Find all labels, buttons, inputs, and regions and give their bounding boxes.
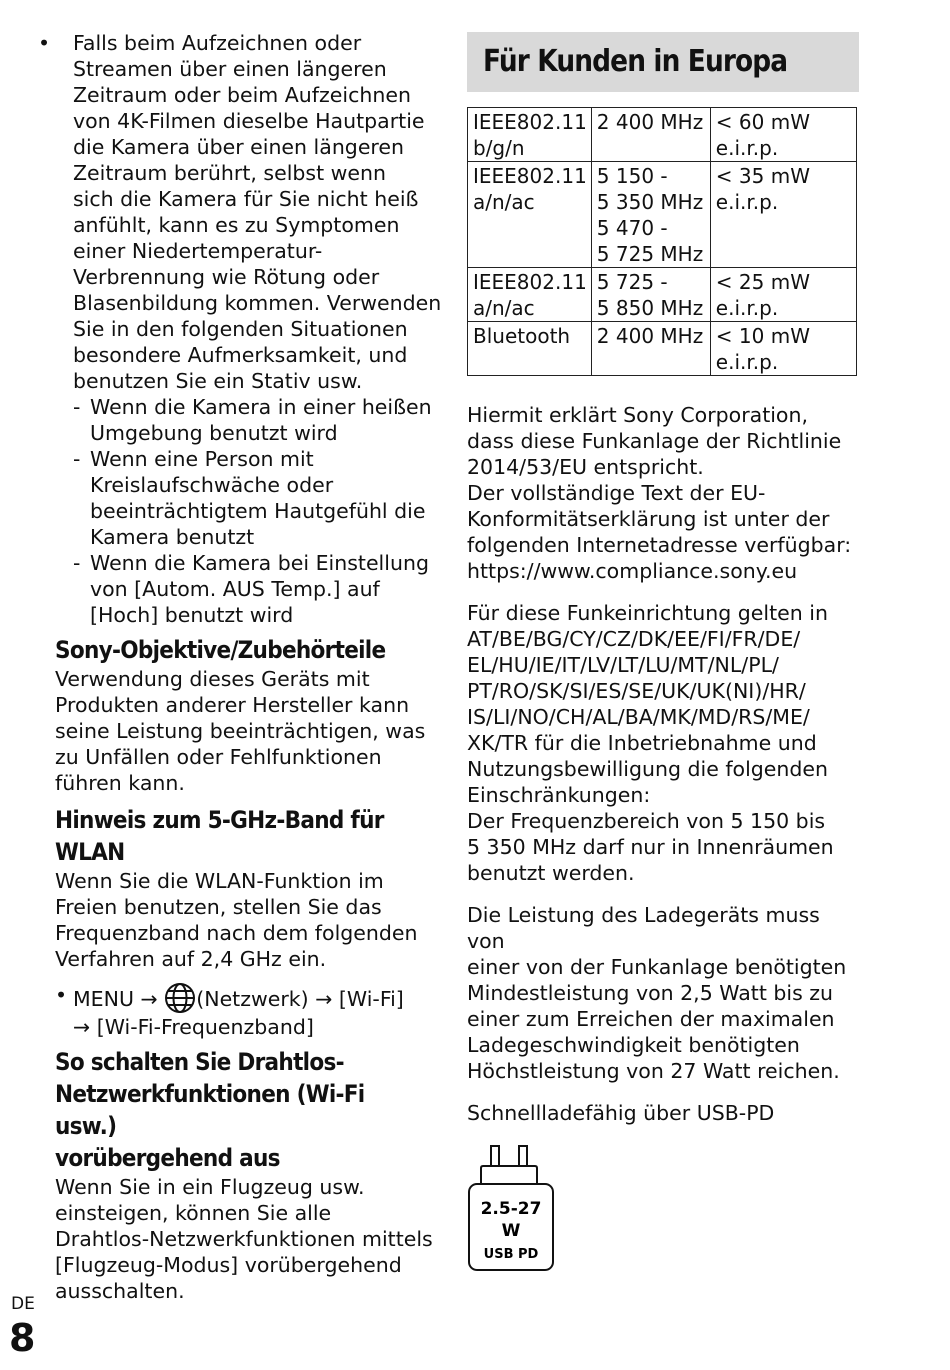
bullet-line: von 4K-Filmen dieselbe Hautpartie	[73, 109, 425, 133]
arrow-icon: →	[315, 987, 333, 1011]
arrow-icon: →	[140, 987, 158, 1011]
bullet-line: anfühlt, kann es zu Symptomen	[73, 213, 400, 237]
bullet-line: Zeitraum berührt, selbst wenn	[73, 161, 386, 185]
bullet-low-temp-burn	[38, 30, 443, 394]
heading-5ghz-wlan: Hinweis zum 5-GHz-Band für WLAN	[55, 806, 384, 866]
frequency-cell: 5 725 - 5 850 MHz	[591, 268, 710, 322]
menu-label: MENU	[73, 987, 134, 1011]
bullet-line: Zeitraum oder beim Aufzeichnen	[73, 83, 411, 107]
situation-list	[38, 394, 443, 628]
network-globe-icon	[164, 982, 196, 1014]
usb-pd-text: Schnellladefähig über USB-PD	[467, 1101, 775, 1125]
wifi-band-label: [Wi-Fi-Frequenzband]	[96, 1015, 314, 1039]
bullet-line: benutzen Sie ein Stativ usw.	[73, 369, 363, 393]
heading-sony-lenses: Sony-Objektive/Zubehörteile	[55, 636, 386, 664]
bullet-first-line: Falls beim Aufzeichnen oder	[73, 31, 362, 55]
power-cell: < 35 mW e.i.r.p.	[710, 162, 856, 268]
situation-item: - Wenn die Kamera bei Einstellung von [Autom. AUS Temp.] auf [Hoch] benutzt wird	[73, 551, 429, 627]
table-row	[468, 108, 857, 162]
wlan-text: Wenn Sie die WLAN-Funktion im Freien benutzen, stellen Sie das Frequenzband nach dem folgenden Verfahren auf 2,4 GHz ein.	[55, 869, 418, 971]
table-row	[468, 162, 857, 268]
standard-cell: Bluetooth	[468, 322, 592, 376]
heading-wireless-off: So schalten Sie Drahtlos- Netzwerkfunktionen (Wi-Fi usw.) vorübergehend aus	[55, 1048, 365, 1172]
charger-icon	[467, 1144, 557, 1279]
language-code: DE	[11, 1294, 35, 1314]
power-cell: < 10 mW e.i.r.p.	[710, 322, 856, 376]
charger-power-range: 2.5-27	[480, 1199, 542, 1219]
compliance-url: https://www.compliance.sony.eu	[467, 559, 798, 583]
country-restrictions: Für diese Funkeinrichtung gelten in AT/BE/BG/CY/CZ/DK/EE/FI/FR/DE/ EL/HU/IE/IT/LV/LT/LU/MT/NL/PL/ PT/RO/SK/SI/ES/SE/UK/UK(NI)/HR/ IS/LI/NO/CH/AL/BA/MK/MD/RS/ME/ XK/TR für die Inbetriebnahme und Nutzungsbewilligung die folgenden Einschränkungen: Der Frequenzbereich von 5 150 bis 5 350 MHz darf nur in Innenräumen benutzt werden.	[467, 601, 834, 885]
bullet-line: Streamen über einen längeren	[73, 57, 387, 81]
charger-power-text: Die Leistung des Ladegeräts muss von einer von der Funkanlage benötigten Mindestleistung von 2,5 Watt bis zu einer zum Erreichen der maximalen Ladegeschwindigkeit benötigten Höchstleistung von 27 Watt reichen.	[467, 903, 847, 1083]
standard-cell: IEEE802.11 a/n/ac	[468, 268, 592, 322]
bullet-line: sich die Kamera für Sie nicht heiß	[73, 187, 419, 211]
charger-label: USB PD	[483, 1247, 539, 1262]
table-row	[468, 322, 857, 376]
standard-cell: IEEE802.11 b/g/n	[468, 108, 592, 162]
wireless-off-text: Wenn Sie in ein Flugzeug usw. einsteigen, können Sie alle Drahtlos-Netzwerkfunktionen mittels [Flugzeug-Modus] vorübergehend ausschalten.	[55, 1175, 433, 1303]
wifi-label: [Wi-Fi]	[338, 987, 404, 1011]
power-cell: < 25 mW e.i.r.p.	[710, 268, 856, 322]
arrow-icon: →	[73, 1015, 91, 1039]
table-row	[468, 268, 857, 322]
bullet-dot: •	[38, 31, 51, 55]
europe-banner	[467, 32, 859, 92]
menu-path: • MENU → (Netzwerk) → [Wi-Fi] → [Wi-Fi-Frequenzband]	[55, 983, 404, 1039]
left-column	[38, 30, 443, 1304]
radio-spec-table	[467, 107, 857, 376]
standard-cell: IEEE802.11 a/n/ac	[468, 162, 592, 268]
network-label: (Netzwerk)	[196, 987, 309, 1011]
bullet-line: Blasenbildung kommen. Verwenden	[73, 291, 442, 315]
right-column	[467, 32, 859, 1285]
conformity-declaration: Hiermit erklärt Sony Corporation, dass diese Funkanlage der Richtlinie 2014/53/EU entspricht. Der vollständige Text der EU- Konformitätserklärung ist unter der folgenden Internetadresse verfügbar: https://www.compliance.sony.eu	[467, 402, 859, 584]
page-number: 8	[9, 1316, 36, 1360]
power-cell: < 60 mW e.i.r.p.	[710, 108, 856, 162]
bullet-line: die Kamera über einen längeren	[73, 135, 405, 159]
situation-item: - Wenn die Kamera in einer heißen Umgebung benutzt wird	[73, 395, 432, 445]
situation-item: - Wenn eine Person mit Kreislaufschwäche oder beeinträchtigtem Hautgefühl die Kamera benutzt	[73, 447, 426, 549]
bullet-line: Verbrennung wie Rötung oder	[73, 265, 380, 289]
frequency-cell: 2 400 MHz	[591, 322, 710, 376]
bullet-line: Sie in den folgenden Situationen	[73, 317, 408, 341]
bullet-line: besondere Aufmerksamkeit, und	[73, 343, 408, 367]
charger-unit: W	[501, 1221, 521, 1241]
sony-lenses-text: Verwendung dieses Geräts mit Produkten anderer Hersteller kann seine Leistung beeinträchtigen, was zu Unfällen oder Fehlfunktionen führen kann.	[55, 667, 426, 795]
banner-title: Für Kunden in Europa	[483, 44, 788, 79]
bullet-line: einer Niedertemperatur-	[73, 239, 323, 263]
frequency-cell: 2 400 MHz	[591, 108, 710, 162]
frequency-cell: 5 150 - 5 350 MHz 5 470 - 5 725 MHz	[591, 162, 710, 268]
